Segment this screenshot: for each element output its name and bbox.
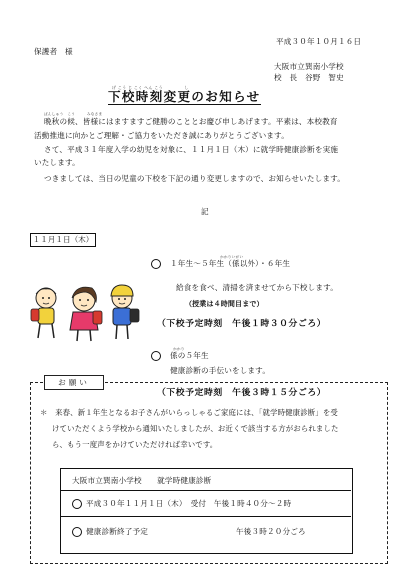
- group2-label: 係の５年生: [170, 351, 209, 360]
- child-middle-figure: [70, 287, 102, 341]
- body-line-3: さて、平成３１年度入学の幼児を対象に、１１月１日（木）に就学時健康診断を実施: [44, 145, 339, 154]
- schedule-date-box: １１月１日（木）: [30, 233, 96, 247]
- group2-dismissal-time: （下校予定時刻 午後３時１５分ごろ）: [157, 388, 327, 398]
- request-line-3: ら、もう一度声をかけていただければ幸いです。: [52, 440, 218, 449]
- body-line-1: 晩秋の候、皆様にはますますご健勝のこととお慶び申しあげます。平素は、本校教育: [44, 117, 338, 126]
- checkup-location: 大阪市立巽南小学校 就学時健康診断: [72, 476, 212, 485]
- body-line-2: 活動推進に向かとご理解・ご協力をいただき誠にありがとうございます。: [34, 131, 289, 140]
- end-bullet: [72, 527, 82, 537]
- body-ruby: ばんしゅう こう みなさま: [44, 112, 103, 116]
- child-left-figure: [31, 288, 56, 338]
- group1-note: （授業は４時間目まで）: [185, 300, 264, 308]
- group1-bullet: [151, 259, 161, 269]
- group2-bullet: [151, 351, 161, 361]
- group1-description: 給食を食べ、清掃を済ませてから下校します。: [176, 283, 339, 292]
- info-divider-2: [60, 516, 351, 517]
- title-ruby: げ こう じ こく へん こう し: [112, 85, 189, 90]
- child-right-figure: [111, 285, 139, 339]
- checkup-end-label: 健康診断終了予定: [86, 527, 148, 536]
- principal-name: 校 長 谷野 智史: [274, 73, 344, 82]
- ki-label: 記: [201, 207, 209, 216]
- page-title: 下校時刻変更のお知らせ: [108, 89, 261, 104]
- checkup-date: 平成３０年１１月１日（木） 受付 午後１時４０分～２時: [86, 499, 292, 508]
- group1-ruby: かかりいがい: [220, 255, 244, 259]
- body-line-4: いたします。: [34, 158, 80, 167]
- recipient: 保護者 様: [34, 47, 73, 56]
- request-tab: お願い: [44, 375, 104, 390]
- children-illustration: [26, 278, 144, 344]
- info-divider-1: [60, 490, 351, 491]
- group1-label: １年生～５年生（係以外）・６年生: [170, 259, 291, 268]
- request-line-1: ＊ 来春、新１年生となるお子さんがいらっしゃるご家庭には、「就学時健康診断」を受: [40, 408, 338, 417]
- group2-ruby: かかり: [173, 347, 185, 351]
- request-line-2: けていただくよう学校から通知いたしましたが、お近くで該当する方がおられました: [52, 424, 339, 433]
- group2-description: 健康診断の手伝いをします。: [170, 366, 271, 375]
- date-bullet: [72, 499, 82, 509]
- issue-date: 平成３０年１０月１６日: [276, 37, 362, 46]
- school-name: 大阪市立巽南小学校: [274, 62, 344, 71]
- checkup-end-time: 午後３時２０分ごろ: [236, 527, 306, 536]
- group1-dismissal-time: （下校予定時刻 午後１時３０分ごろ）: [157, 319, 327, 329]
- body-line-5: つきましては、当日の児童の下校を下記の通り変更しますので、お知らせいたします。: [44, 174, 346, 183]
